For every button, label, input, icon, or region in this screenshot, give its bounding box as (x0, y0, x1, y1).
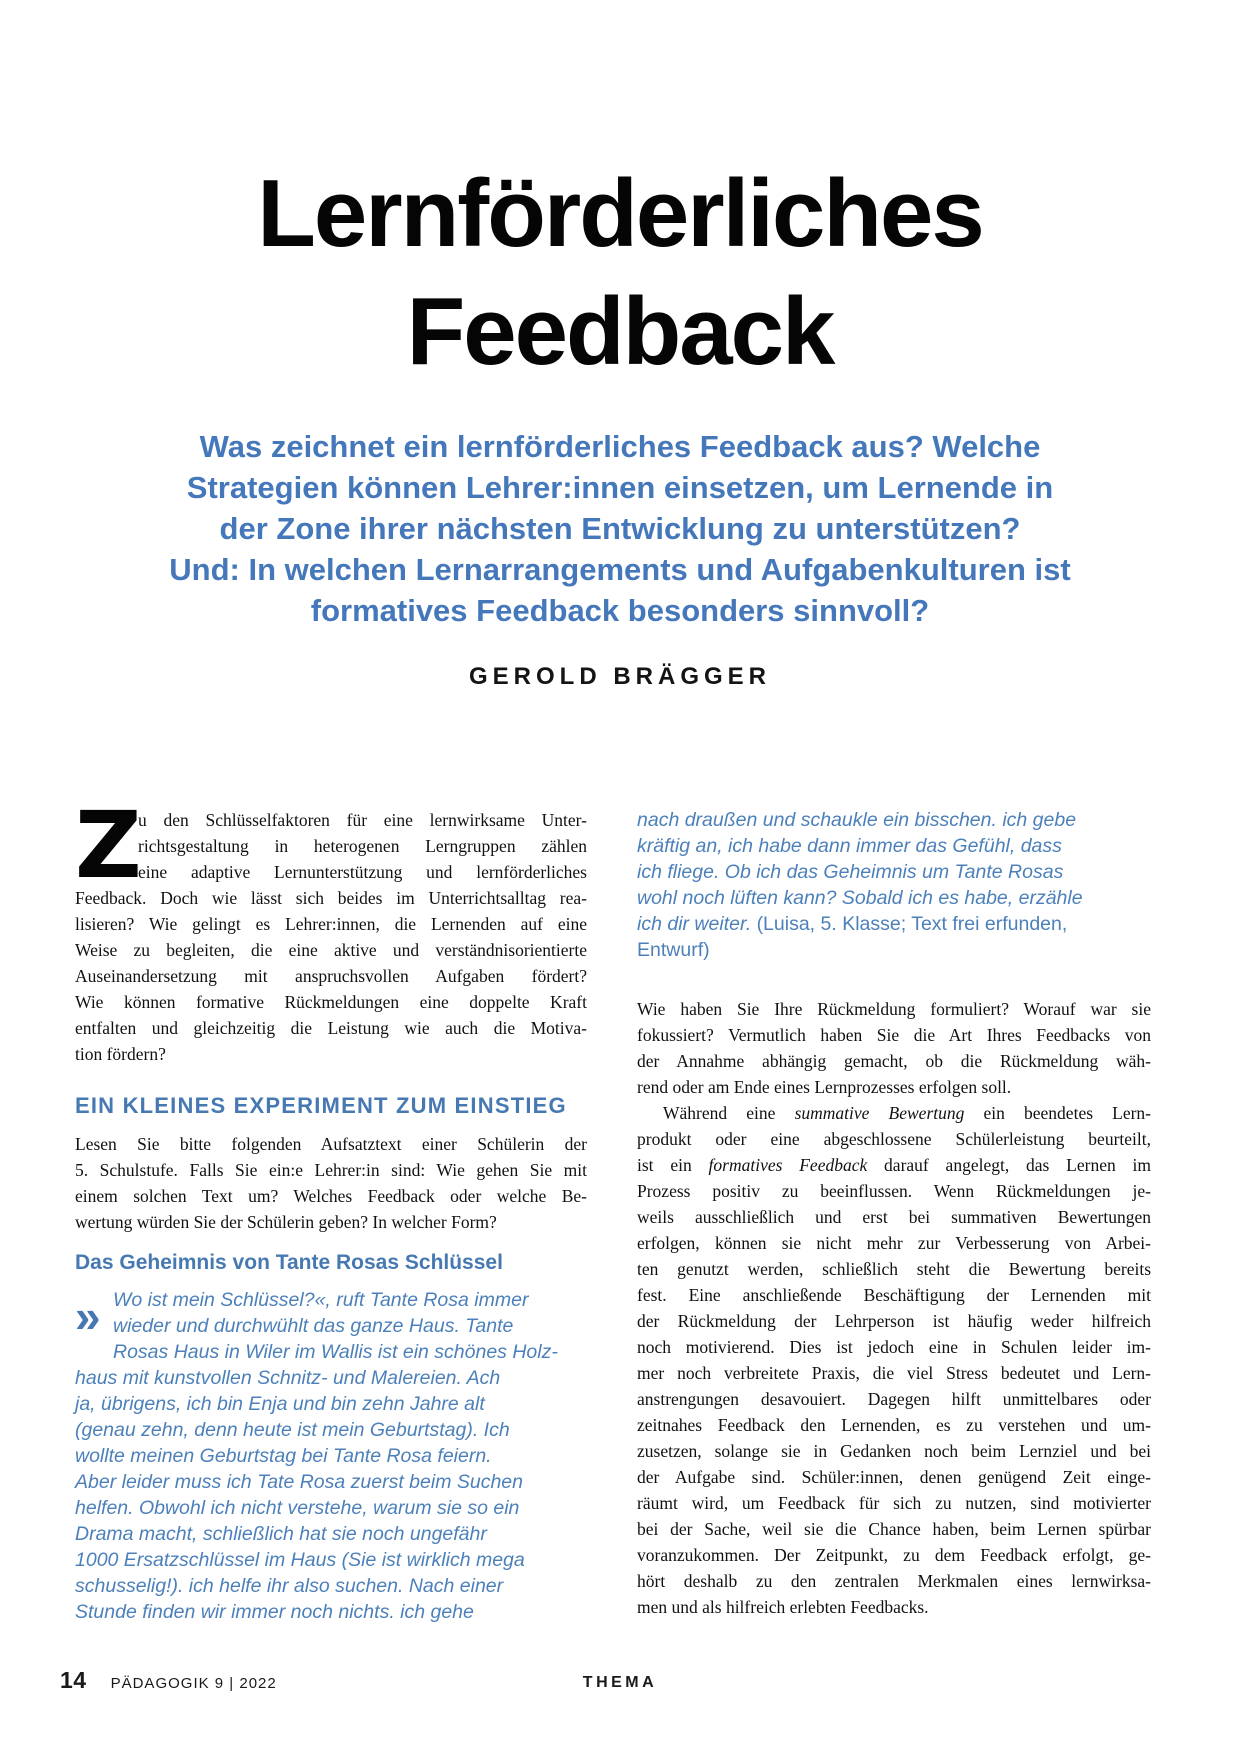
text-line: men und als hilfreich erlebten Feedbacks. (637, 1597, 929, 1617)
text-line: Wo ist mein Schlüssel?«, ruft Tante Rosa immer (113, 1289, 529, 1311)
text-line: Was zeichnet ein lernförderliches Feedback aus? Welche (199, 429, 1041, 464)
text-line: anstrengungen desavouiert. Dagegen hilft unmittelbares oder (637, 1389, 1151, 1409)
journal-name: PÄDAGOGIK 9 | 2022 (110, 1675, 277, 1692)
intro-paragraph-lines (75, 792, 587, 1067)
text-line: lisieren? Wie gelingt es Lehrer:innen, die Lernenden auf eine (75, 914, 587, 934)
text-line: Wie können formative Rückmeldungen eine doppelte Kraft (75, 992, 587, 1012)
article-subtitle (140, 426, 1100, 631)
text-segment: Während eine (663, 1103, 795, 1123)
text-line: zeitnahes Feedback den Lernenden, es zu verstehen und um- (637, 1415, 1151, 1435)
text-line: schusselig!). ich helfe ihr also suchen. Nach einer (75, 1575, 504, 1597)
right-column (637, 807, 1151, 1620)
text-line: kräftig an, ich habe dann immer das Gefühl, dass (637, 835, 1062, 857)
story-lines (75, 1287, 587, 1625)
drop-cap: Z (75, 792, 142, 899)
text-line (637, 1152, 1151, 1178)
text-line: 5. Schulstufe. Falls Sie ein:e Lehrer:in sind: Wie gehen Sie mit (75, 1160, 587, 1180)
text-line: fest. Eine anschließende Beschäftigung der Lernenden mit (637, 1285, 1151, 1305)
text-line: ja, übrigens, ich bin Enja und bin zehn Jahre alt (75, 1393, 485, 1415)
text-line: einem solchen Text um? Welches Feedback oder welche Be- (75, 1186, 587, 1206)
article-title-line: Lernförderliches (257, 160, 983, 267)
text-line: wertung würden Sie der Schülerin geben? In welcher Form? (75, 1212, 497, 1232)
experiment-paragraph (75, 1131, 587, 1235)
story-heading: Das Geheimnis von Tante Rosas Schlüssel (75, 1251, 503, 1274)
text-line: Wie haben Sie Ihre Rückmeldung formuliert? Worauf war sie (637, 999, 1151, 1019)
text-line: helfen. Obwohl ich nicht verstehe, warum sie so ein (75, 1497, 520, 1519)
text-line: wieder und durchwühlt das ganze Haus. Tante (113, 1315, 514, 1337)
text-line: ten genutzt werden, schließlich steht die Bewertung bereits (637, 1259, 1151, 1279)
story-block (75, 1287, 587, 1625)
text-line: formatives Feedback besonders sinnvoll? (310, 593, 930, 628)
text-line: wollte meinen Geburtstag bei Tante Rosa feiern. (75, 1445, 492, 1467)
page-number: 14 (60, 1667, 87, 1693)
text-line: Stunde finden wir immer noch nichts. ich gehe (75, 1601, 474, 1623)
text-line: rend oder am Ende eines Lernprozesses erfolgen soll. (637, 1077, 1012, 1097)
opening-quote-icon: » (75, 1290, 101, 1342)
text-line (637, 937, 1151, 963)
text-line: Aber leider muss ich Tate Rosa zuerst beim Suchen (75, 1471, 523, 1493)
text-segment: Entwurf) (637, 939, 710, 961)
article-title-line: Feedback (406, 278, 834, 385)
text-line: bei der Sache, weil sie die Chance haben, beim Lernen spürbar (637, 1519, 1151, 1539)
text-line: noch motivierend. Dies ist jedoch eine in Schulen leider im- (637, 1337, 1151, 1357)
article-title (0, 155, 1240, 391)
text-line: hört deshalb zu den zentralen Merkmalen eines lernwirksa- (637, 1571, 1151, 1591)
text-line: ich fliege. Ob ich das Geheimnis um Tante Rosas (637, 861, 1064, 883)
text-line: haus mit kunstvollen Schnitz- und Malereien. Ach (75, 1367, 501, 1389)
text-line: mer noch verbreitete Praxis, die viel Stress bedeutet und Lern- (637, 1363, 1151, 1383)
text-segment: darauf angelegt, das Lernen im (867, 1155, 1151, 1175)
text-segment: ein beendetes Lern- (964, 1103, 1152, 1123)
section-heading-experiment: EIN KLEINES EXPERIMENT ZUM EINSTIEG (75, 1093, 567, 1118)
body-paragraph-2 (637, 1100, 1151, 1620)
text-line: eine adaptive Lernunterstützung und lernförderliches (138, 862, 587, 882)
text-line: voranzukommen. Der Zeitpunkt, zu dem Feedback erfolgt, ge- (637, 1545, 1151, 1565)
text-line: zusetzen, solange sie in Gedanken noch beim Lernziel und bei (637, 1441, 1151, 1461)
text-line: erfolgen, können sie nicht mehr zur Verbesserung von Arbei- (637, 1233, 1151, 1253)
text-line: produkt oder eine abgeschlossene Schülerleistung beurteilt, (637, 1129, 1151, 1149)
text-line: tion fördern? (75, 1044, 166, 1064)
text-line: der Zone ihrer nächsten Entwicklung zu unterstützen? (219, 511, 1021, 546)
text-line: entfalten und gleichzeitig die Leistung wie auch die Motiva- (75, 1018, 587, 1038)
text-line: (genau zehn, denn heute ist mein Geburtstag). Ich (75, 1419, 510, 1441)
text-line (637, 911, 1151, 937)
text-line: nach draußen und schaukle ein bisschen. ich gebe (637, 809, 1077, 831)
text-line: Und: In welchen Lernarrangements und Aufgabenkulturen ist (169, 552, 1071, 587)
text-segment: (Luisa, 5. Klasse; Text frei erfunden, (756, 913, 1068, 935)
text-segment: summative Bewertung (794, 1103, 965, 1123)
text-line: der Annahme abhängig gemacht, ob die Rückmeldung wäh- (637, 1051, 1151, 1071)
text-line: Auseinandersetzung mit anspruchsvollen Aufgaben fördert? (75, 966, 587, 986)
text-segment: ich dir weiter. (637, 913, 757, 935)
intro-paragraph (75, 792, 587, 1067)
text-line: fokussiert? Vermutlich haben Sie die Art Ihres Feedbacks von (637, 1025, 1151, 1045)
footer-section-label: THEMA (582, 1674, 658, 1691)
text-line: Feedback. Doch wie lässt sich beides im Unterrichtsalltag rea- (75, 888, 587, 908)
text-line: Rosas Haus in Wiler im Wallis ist ein schönes Holz- (113, 1341, 558, 1363)
left-column (75, 792, 587, 1625)
text-line: der Rückmeldung der Lehrperson ist häufig weder hilfreich (637, 1311, 1151, 1331)
text-line: u den Schlüsselfaktoren für eine lernwirksame Unter- (138, 810, 587, 830)
text-line: weils ausschließlich und erst bei summativen Bewertungen (637, 1207, 1151, 1227)
text-line: Weise zu begleiten, die eine aktive und verständnisorientierte (75, 940, 587, 960)
text-line: Strategien können Lehrer:innen einsetzen, um Lernende in (186, 470, 1054, 505)
text-line: der Aufgabe sind. Schüler:innen, denen genügend Zeit einge- (637, 1467, 1151, 1487)
text-segment: formatives Feedback (708, 1155, 868, 1175)
story-continuation (637, 807, 1151, 963)
body-paragraph-1 (637, 996, 1151, 1100)
text-segment: ist ein (637, 1155, 709, 1175)
text-line: wohl noch lüften kann? Sobald ich es habe, erzähle (637, 887, 1083, 909)
text-line: Lesen Sie bitte folgenden Aufsatztext einer Schülerin der (75, 1134, 587, 1154)
author-name: GEROLD BRÄGGER (468, 663, 771, 690)
text-line: richtsgestaltung in heterogenen Lerngruppen zählen (138, 836, 587, 856)
text-line: Prozess positiv zu beeinflussen. Wenn Rückmeldungen je- (637, 1181, 1151, 1201)
text-line (637, 1100, 1151, 1126)
text-line: Drama macht, schließlich hat sie noch ungefähr (75, 1523, 487, 1545)
page-footer (60, 1664, 1180, 1696)
text-line: 1000 Ersatzschlüssel im Haus (Sie ist wirklich mega (75, 1549, 525, 1571)
text-line: räumt wird, um Feedback für sich zu nutzen, sind motivierter (637, 1493, 1151, 1513)
